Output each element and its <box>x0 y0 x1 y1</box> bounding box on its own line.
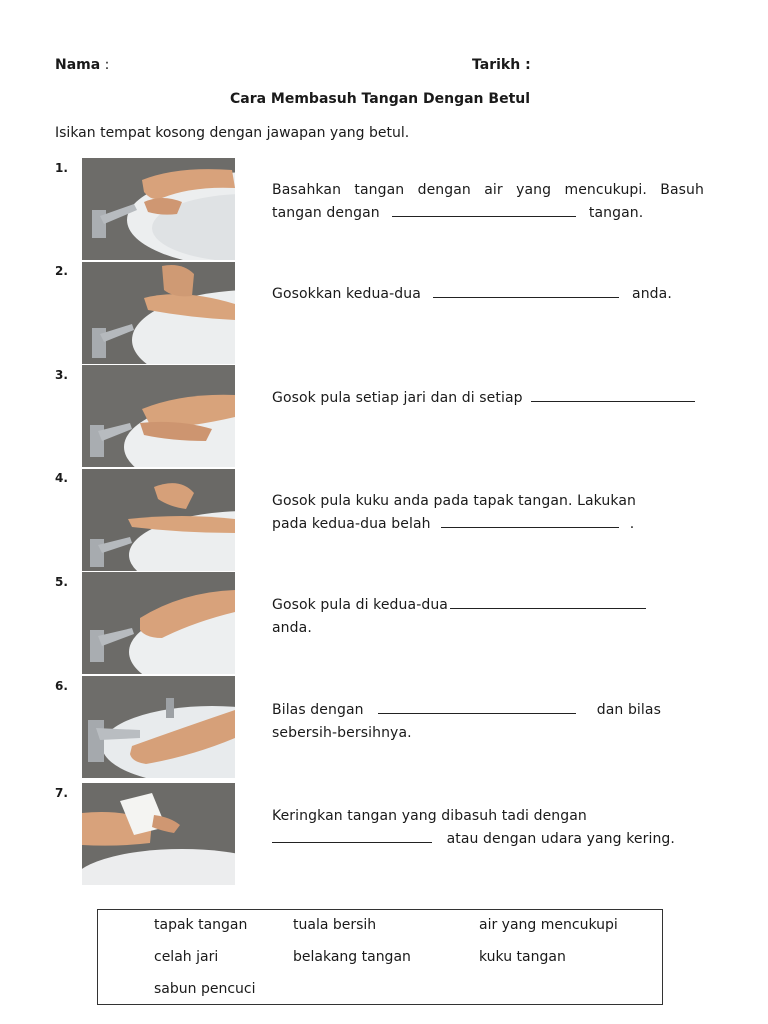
answer-option: belakang tangan <box>293 949 411 965</box>
step-1-prefix: tangan dengan <box>272 205 380 221</box>
blank-answer-field[interactable] <box>392 204 576 217</box>
step-number: 6. <box>55 679 68 693</box>
step-7-line-1: Keringkan tangan yang dibasuh tadi dengan <box>272 808 587 824</box>
step-2-text <box>272 283 672 306</box>
step-2-prefix: Gosokkan kedua-dua <box>272 286 421 302</box>
step-7-photo <box>82 783 235 885</box>
step-3-text <box>272 387 695 410</box>
step-number: 5. <box>55 575 68 589</box>
answer-option: tuala bersih <box>293 917 377 933</box>
step-6-prefix: Bilas dengan <box>272 702 364 718</box>
blank-answer-field[interactable] <box>378 701 576 714</box>
step-3-prefix: Gosok pula setiap jari dan di setiap <box>272 390 523 406</box>
step-6-line-2: sebersih-bersihnya. <box>272 725 412 741</box>
step-5-photo <box>82 572 235 674</box>
step-4-line-1: Gosok pula kuku anda pada tapak tangan. Lakukan <box>272 493 637 509</box>
step-7-suffix: atau dengan udara yang kering. <box>446 831 675 847</box>
step-4-prefix: pada kedua-dua belah <box>272 516 431 532</box>
blank-answer-field[interactable] <box>441 515 619 528</box>
instruction-text: Isikan tempat kosong dengan jawapan yang betul. <box>55 125 410 141</box>
step-1-line-1: Basahkan tangan dengan air yang mencukupi. Basuh <box>272 182 704 198</box>
worksheet-title: Cara Membasuh Tangan Dengan Betul <box>229 91 531 107</box>
step-2-photo <box>82 262 235 364</box>
nama-label: Nama : <box>55 57 110 73</box>
step-6-photo <box>82 676 235 778</box>
step-7-line-2 <box>272 828 675 851</box>
step-1-photo <box>82 158 235 260</box>
step-5-suffix: anda. <box>272 620 312 636</box>
step-1-text <box>272 179 704 225</box>
step-number: 2. <box>55 264 68 278</box>
step-number: 4. <box>55 471 68 485</box>
step-5-text <box>272 594 646 640</box>
answer-option: tapak tangan <box>154 917 248 933</box>
blank-answer-field[interactable] <box>531 389 695 402</box>
step-6-line-1 <box>272 699 661 722</box>
step-number: 3. <box>55 368 68 382</box>
step-4-suffix: . <box>629 516 635 532</box>
answer-option: sabun pencuci <box>154 981 256 997</box>
blank-answer-field[interactable] <box>450 596 646 609</box>
step-5-line-1 <box>272 594 646 617</box>
answer-option: air yang mencukupi <box>479 917 618 933</box>
step-number: 7. <box>55 786 68 800</box>
step-number: 1. <box>55 161 68 175</box>
step-1-suffix: tangan. <box>588 205 644 221</box>
step-4-text <box>272 490 636 536</box>
tarikh-label: Tarikh : <box>472 57 531 73</box>
blank-answer-field[interactable] <box>272 830 432 843</box>
step-6-suffix: dan bilas <box>596 702 661 718</box>
step-3-photo <box>82 365 235 467</box>
step-5-prefix: Gosok pula di kedua-dua <box>272 597 448 613</box>
answer-bank-box <box>97 909 663 1005</box>
step-6-text <box>272 699 661 745</box>
step-4-photo <box>82 469 235 571</box>
step-1-line-2 <box>272 202 704 225</box>
answer-option: kuku tangan <box>479 949 566 965</box>
step-4-line-2 <box>272 513 636 536</box>
step-2-suffix: anda. <box>632 286 672 302</box>
step-7-text <box>272 805 675 851</box>
answer-option: celah jari <box>154 949 219 965</box>
blank-answer-field[interactable] <box>433 285 619 298</box>
